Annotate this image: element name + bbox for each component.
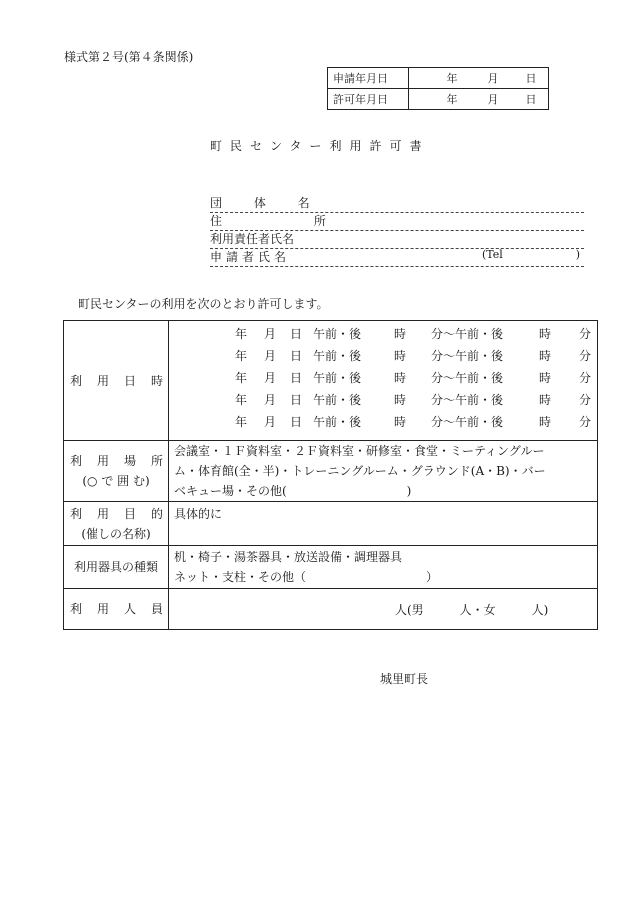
tel-close-paren: ) — [575, 248, 580, 261]
responsible-person-label: 利用責任者氏名 — [210, 232, 295, 246]
datetime-minute-start: 分～午前・後 — [431, 349, 504, 363]
tel-label: (Tel — [482, 248, 503, 261]
equipment-cell[interactable] — [169, 546, 598, 589]
datetime-ampm-start: 午前・後 — [313, 327, 362, 341]
datetime-minute-start: 分～午前・後 — [431, 371, 504, 385]
datetime-row[interactable] — [169, 321, 597, 343]
datetime-ampm-start: 午前・後 — [313, 393, 362, 407]
datetime-ampm-start: 午前・後 — [313, 371, 362, 385]
datetime-hour-end: 時 — [539, 349, 552, 363]
applicant-name-field[interactable] — [210, 248, 584, 267]
datetime-hour-start: 時 — [394, 349, 407, 363]
datetime-month: 月 — [264, 349, 277, 363]
equipment-label-cell — [64, 546, 169, 589]
label-char: 用 — [96, 602, 109, 616]
group-name-label: 団 体 名 — [210, 196, 324, 210]
datetime-row[interactable] — [169, 343, 597, 365]
date-year-label: 年 — [446, 93, 458, 106]
label-char: 場 — [123, 454, 136, 468]
label-char: 日 — [123, 373, 136, 388]
datetime-minute-start: 分～午前・後 — [431, 327, 504, 341]
label-char: 利 — [70, 602, 83, 616]
date-year-label: 年 — [446, 72, 458, 85]
datetime-hour-start: 時 — [394, 415, 407, 429]
equipment-options-line: ネット・支柱・その他（ ） — [174, 570, 439, 584]
date-day-label: 日 — [525, 93, 537, 106]
datetime-day: 日 — [290, 371, 303, 385]
label-char: 的 — [150, 506, 163, 521]
datetime-row[interactable] — [169, 409, 597, 431]
purpose-cell[interactable] — [169, 502, 598, 546]
datetime-year: 年 — [235, 393, 248, 407]
datetime-label — [64, 371, 168, 391]
applicant-name-label: 申請者氏名 — [210, 250, 291, 264]
place-options-line: ベキュー場・その他( ) — [174, 484, 412, 498]
datetime-minute-start: 分～午前・後 — [431, 415, 504, 429]
datetime-year: 年 — [235, 349, 248, 363]
label-char: 用 — [96, 506, 109, 521]
place-label-cell — [64, 441, 169, 502]
label-char: 用 — [96, 373, 109, 388]
mayor-signature: 城里町長 — [380, 672, 429, 686]
permit-date-label: 許可年月日 — [328, 89, 409, 110]
datetime-hour-end: 時 — [539, 327, 552, 341]
application-date-label: 申請年月日 — [328, 68, 409, 89]
datetime-year: 年 — [235, 415, 248, 429]
page-title: 町民センター利用許可書 — [210, 139, 430, 153]
label-char: 用 — [96, 454, 109, 468]
datetime-month: 月 — [264, 327, 277, 341]
usage-table — [63, 320, 598, 630]
datetime-minute-start: 分～午前・後 — [431, 393, 504, 407]
group-name-field[interactable] — [210, 194, 584, 213]
permit-date-value — [409, 89, 549, 110]
permit-date-row — [328, 89, 549, 110]
datetime-label-cell — [64, 321, 169, 441]
place-sublabel: (○ で 囲 む) — [82, 474, 150, 488]
purpose-label-cell — [64, 502, 169, 546]
datetime-day: 日 — [290, 349, 303, 363]
purpose-value: 具体的に — [174, 507, 223, 521]
datetime-hour-start: 時 — [394, 393, 407, 407]
date-box — [327, 67, 549, 110]
datetime-hour-start: 時 — [394, 327, 407, 341]
responsible-person-field[interactable] — [210, 230, 584, 249]
address-field[interactable] — [210, 212, 584, 231]
form-code: 様式第２号(第４条関係) — [64, 50, 194, 64]
datetime-hour-end: 時 — [539, 371, 552, 385]
date-month-label: 月 — [487, 72, 499, 85]
application-date-value — [409, 68, 549, 89]
tel-field[interactable] — [482, 248, 586, 261]
date-month-label: 月 — [487, 93, 499, 106]
datetime-minute-end: 分 — [579, 327, 592, 341]
purpose-sublabel: (催しの名称) — [81, 526, 151, 541]
people-cell[interactable] — [169, 589, 598, 630]
datetime-month: 月 — [264, 415, 277, 429]
purpose-label — [64, 504, 168, 524]
label-char: 時 — [150, 373, 163, 388]
label-char: 所 — [150, 454, 163, 468]
people-label-cell — [64, 589, 169, 630]
label-char: 利 — [70, 373, 83, 388]
datetime-minute-end: 分 — [579, 349, 592, 363]
datetime-ampm-start: 午前・後 — [313, 415, 362, 429]
equipment-options-line: 机・椅子・湯茶器具・放送設備・調理器具 — [174, 550, 403, 564]
datetime-row[interactable] — [169, 387, 597, 409]
datetime-day: 日 — [290, 327, 303, 341]
datetime-month: 月 — [264, 393, 277, 407]
place-label — [64, 451, 168, 471]
datetime-day: 日 — [290, 415, 303, 429]
people-value: 人(男 人・女 人) — [395, 602, 549, 617]
label-char: 目 — [123, 506, 136, 521]
application-date-row — [328, 68, 549, 89]
datetime-year: 年 — [235, 371, 248, 385]
datetime-minute-end: 分 — [579, 393, 592, 407]
address-label: 住 所 — [210, 214, 370, 228]
datetime-cell — [169, 321, 598, 441]
place-cell[interactable] — [169, 441, 598, 502]
datetime-year: 年 — [235, 327, 248, 341]
datetime-hour-end: 時 — [539, 393, 552, 407]
datetime-minute-end: 分 — [579, 371, 592, 385]
label-char: 利 — [70, 454, 83, 468]
datetime-row[interactable] — [169, 365, 597, 387]
people-label — [64, 599, 168, 619]
label-char: 人 — [123, 602, 136, 616]
datetime-ampm-start: 午前・後 — [313, 349, 362, 363]
label-char: 利 — [70, 506, 83, 521]
datetime-hour-start: 時 — [394, 371, 407, 385]
datetime-day: 日 — [290, 393, 303, 407]
datetime-minute-end: 分 — [579, 415, 592, 429]
label-char: 員 — [150, 602, 163, 616]
datetime-hour-end: 時 — [539, 415, 552, 429]
date-day-label: 日 — [525, 72, 537, 85]
datetime-month: 月 — [264, 371, 277, 385]
place-options-line: ム・体育館(全・半)・トレーニングルーム・グラウンド(A・B)・バー — [174, 464, 546, 478]
permit-sentence: 町民センターの利用を次のとおり許可します。 — [78, 297, 329, 311]
place-options-line: 会議室・１Ｆ資料室・２Ｆ資料室・研修室・食堂・ミーティングルー — [174, 444, 545, 458]
equipment-label: 利用器具の種類 — [73, 560, 158, 574]
